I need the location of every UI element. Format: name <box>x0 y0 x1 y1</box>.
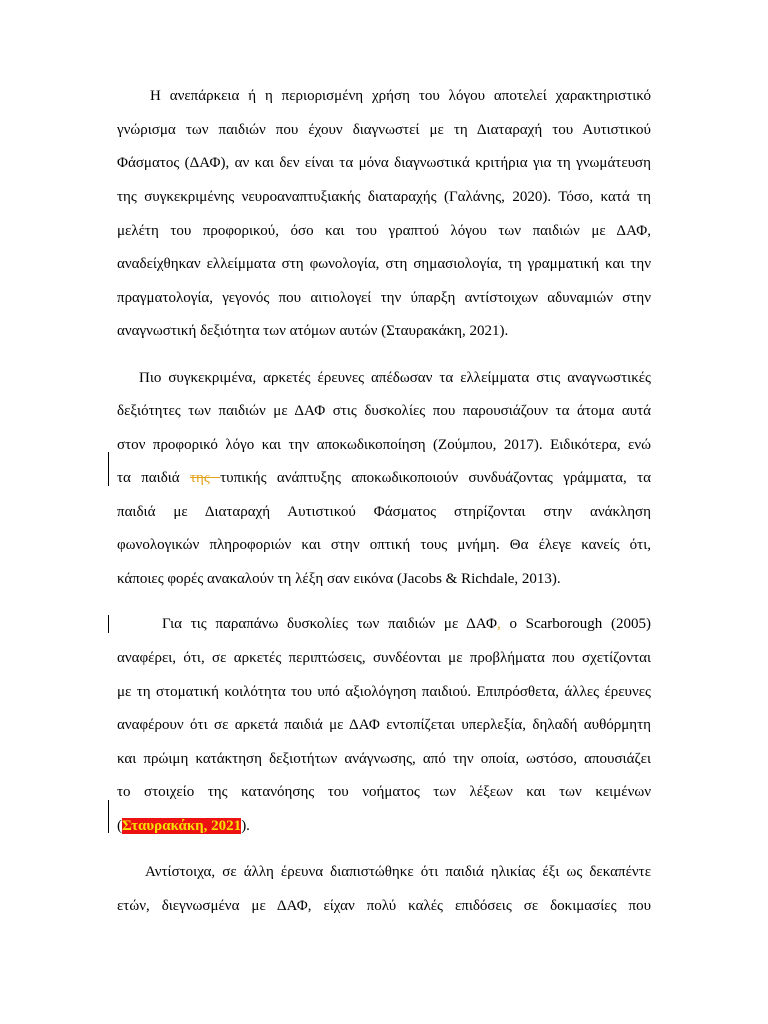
tracked-change-line <box>117 467 651 489</box>
text-line: αναδείχθηκαν ελλείμματα στη φωνολογία, στη σημασιολογία, τη γραμματική και την <box>117 256 651 272</box>
text-line: Φάσματος (ΔΑΦ), αν και δεν είναι τα μόνα διαγνωστικά κριτήρια για τη γνωμάτευση <box>117 155 651 171</box>
text-line: φωνολογικών πληροφοριών και στην οπτική τους μνήμη. Θα έλεγε κανείς ότι, <box>117 537 651 553</box>
text-segment: τυπικής ανάπτυξης αποκωδικοποιούν συνδυάζοντας γράμματα, τα <box>220 470 651 486</box>
change-bar <box>108 452 109 486</box>
text-segment: Για τις παραπάνω δυσκολίες των παιδιών με ΔΑΦ <box>162 616 497 632</box>
text-line: ετών, διεγνωσμένα με ΔΑΦ, είχαν πολύ καλές επιδόσεις σε δοκιμασίες που <box>117 898 651 914</box>
text-line: πραγματολογία, γεγονός που αιτιολογεί την ύπαρξη αντίστοιχων αδυναμιών στην <box>117 290 651 306</box>
text-segment: τα παιδιά <box>117 470 190 486</box>
deleted-text[interactable]: της <box>190 470 221 486</box>
text-line: αναφέρουν ότι σε αρκετά παιδιά με ΔΑΦ εντοπίζεται υπερλεξία, δηλαδή αυθόρμητη <box>117 717 651 733</box>
text-line: παιδιά με Διαταραχή Αυτιστικού Φάσματος στηρίζονται στην ανάκληση <box>117 504 651 520</box>
text-line: Η ανεπάρκεια ή η περιορισμένη χρήση του λόγου αποτελεί χαρακτηριστικό <box>150 88 651 104</box>
text-segment: ( <box>117 818 122 834</box>
text-line: το στοιχείο της κατανόησης του νοήματος των λέξεων και των κειμένων <box>117 784 651 800</box>
text-line: Πιο συγκεκριμένα, αρκετές έρευνες απέδωσαν τα ελλείμματα στις αναγνωστικές <box>139 370 651 386</box>
tracked-change-line <box>162 613 651 635</box>
text-line: κάποιες φορές ανακαλούν τη λέξη σαν εικόνα (Jacobs & Richdale, 2013). <box>117 571 561 587</box>
text-line: και πρώιμη κατάκτηση δεξιοτήτων ανάγνωσης, από την οποία, ωστόσο, απουσιάζει <box>117 751 651 767</box>
text-line <box>117 815 651 837</box>
text-line: στον προφορικό λόγο και την αποκωδικοποίηση (Ζούμπου, 2017). Ειδικότερα, ενώ <box>117 437 651 453</box>
change-bar <box>108 800 109 833</box>
text-segment: ). <box>241 818 250 834</box>
text-line: με τη στοματική κοιλότητα του υπό αξιολόγηση παιδιού. Επιπρόσθετα, άλλες έρευνες <box>117 684 651 700</box>
text-line: αναφέρει, ότι, σε αρκετές περιπτώσεις, συνδέονται με προβλήματα που σχετίζονται <box>117 650 651 666</box>
text-line: δεξιότητες των παιδιών με ΔΑΦ στις δυσκολίες που παρουσιάζουν τα άτομα αυτά <box>117 403 651 419</box>
text-line: μελέτη του προφορικού, όσο και του γραπτού λόγου των παιδιών με ΔΑΦ, <box>117 223 651 239</box>
text-segment: ο Scarborough (2005) <box>500 616 652 632</box>
inserted-text[interactable]: , <box>496 616 501 632</box>
text-line: γνώρισμα των παιδιών που έχουν διαγνωστεί με τη Διαταραχή του Αυτιστικού <box>117 122 651 138</box>
change-bar <box>108 615 109 633</box>
text-line: της συγκεκριμένης νευροαναπτυξιακής διαταραχής (Γαλάνης, 2020). Τόσο, κατά τη <box>117 189 651 205</box>
text-line: αναγνωστική δεξιότητα των ατόμων αυτών (Σταυρακάκη, 2021). <box>117 323 509 339</box>
highlighted-citation[interactable]: Σταυρακάκη, 2021 <box>122 818 242 834</box>
text-line: Αντίστοιχα, σε άλλη έρευνα διαπιστώθηκε ότι παιδιά ηλικίας έξι ως δεκαπέντε <box>145 864 651 880</box>
